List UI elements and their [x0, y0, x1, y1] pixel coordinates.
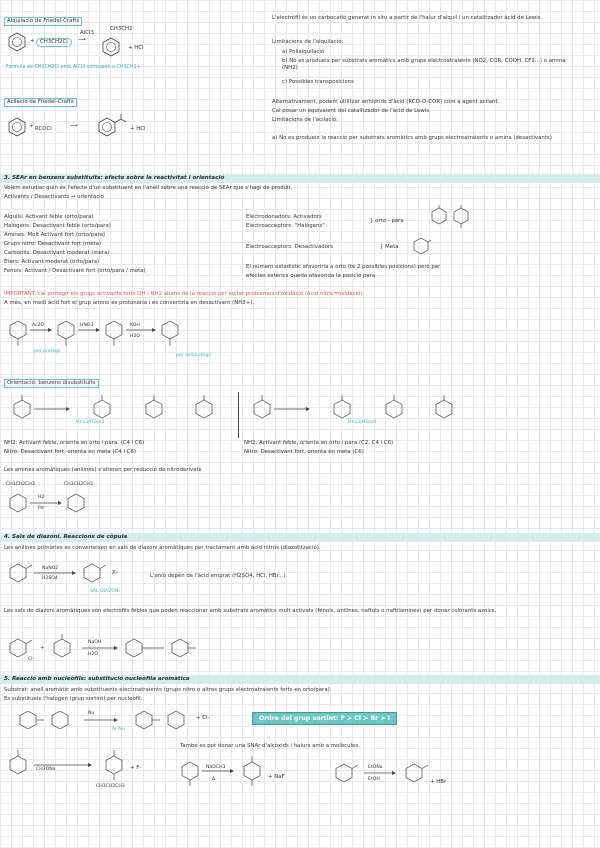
- coupling-reagent-bottom: H2O: [88, 652, 98, 657]
- arrow-label-right: Hno3/H2so4: [348, 420, 377, 425]
- acylation-title: Acilació de Friedel-Crafts: [4, 98, 77, 107]
- reduction-reagent-2: Pd: [38, 506, 44, 511]
- deactivators-label: Electroacceptors: Desactivadors: [246, 244, 334, 250]
- meta-label: } Meta: [380, 244, 399, 250]
- alkylation-title: Alquilació de Friedel-Crafts: [4, 17, 82, 26]
- snar-lg-label: + Cl-: [196, 715, 210, 721]
- snar-byproduct-b: + NaF: [268, 774, 285, 780]
- mixed-label-left: NH2: Activant feble, orienta en orto i para. (C4 i C6): [4, 440, 145, 446]
- mixed-label-right-2: Nitro: Desactivant fort, orienta en meta (C6): [244, 449, 364, 455]
- orientation-title: Orientació: benzens disubstituïts: [4, 379, 99, 388]
- deprotect-label: per desprotegir: [176, 353, 212, 358]
- snar-nu-label: Nu: [88, 711, 95, 716]
- coupling-text: Les sals de diazoni aromàtiques són electròfils febles que poden reaccionar amb substrats aromàtics molt activats (fenols, anilines, naftols o naftilamines) per donar colorants azoics.: [4, 608, 497, 614]
- scheme-reagent-4: H2O: [130, 334, 140, 339]
- section-3-intro-2: Activants / Desactivants → orientació: [4, 194, 105, 200]
- mixed-label-left-2: Nitro: Desactivant fort, orienta en meta (C4 i C6): [4, 449, 136, 455]
- section-5-intro-2: Es substitueix l'halogen (grup sortint) per nucleòfil.: [4, 696, 143, 702]
- group-amine: Amines: Molt Activant fort (orto/para): [4, 232, 106, 238]
- diazotization-reagent-top: NaNO2: [42, 566, 59, 571]
- section-4-header: 4. Sals de diazoni. Reaccions de còpula: [0, 533, 600, 542]
- protect-label: per protegir: [34, 349, 62, 354]
- ortho-para-structure: [428, 205, 472, 229]
- scheme-reagent-2: HNO3: [80, 323, 94, 328]
- separator-line: [238, 392, 239, 438]
- reaction-arrow: ⟶: [78, 37, 86, 43]
- snar-byproduct-a: + F-: [130, 765, 142, 771]
- acylation-text-3: Limitacions de l'acilació:: [272, 117, 338, 123]
- scheme-reagent-3: KOH: [130, 323, 140, 328]
- snar-note-right: També es pot donar una SNAr d'alcòxids i halurs amb a molècules.: [180, 743, 360, 749]
- section-3-intro: Volem estudiar quin és l'efecte d'un substituent en l'anell sobre una reacció de SEAr que s'hagi de produir.: [4, 185, 292, 191]
- acylation-text-1: Alternativament, podem utilitzar anhídrids d'àcid (RCO-O-COR) com a agent acilant.: [272, 99, 500, 105]
- acylation-text-4: a) No es produeix la reacció per substrats aromàtics amb grups electroatraients o amina (desactivants): [272, 135, 552, 141]
- acyl-chloride: RCOCl: [35, 126, 52, 132]
- snar-reagent-b-bottom: Δ: [212, 777, 216, 782]
- important-note: IMPORTANT: cal protegir els grups activants forts OH i NH2 abans de la reacció per evitar problemes d'oxidació (àcid nítric=oxidació).: [4, 291, 365, 297]
- section-5-intro: Substrat: anell aromàtic amb substituents electroatraients (grups nitro o altres grups electroatraients forts en orto/para).: [4, 687, 332, 693]
- scheme-reagent-1: Ac2O: [32, 323, 45, 328]
- leaving-group-order-box: Ordre del grup sortint: F > Cl > Br > I: [252, 712, 397, 725]
- limitation-b: b) No es produeix per substrats aromàtics amb grups electroatraients (NO2, COR, COOH, CF3...) o amina (NH2): [282, 58, 566, 71]
- benzene-structure: [6, 116, 28, 138]
- alkylation-intro: L'electròfil és un carbocatió generat in situ a partir de l'halur d'alquil i un catalitzador àcid de Lewis.: [272, 15, 543, 21]
- coupling-reagent-top: NaOH: [88, 640, 102, 645]
- important-note-2: A més, en medi àcid fort el grup amino es protonaria i es convertiria en desactivant (NH3+).: [4, 300, 255, 306]
- group-nitro: Grups nitro: Desactivant fort (meta): [4, 241, 102, 247]
- byproduct-label: + HCl: [130, 126, 146, 132]
- arrow-label-left: Hno3/H2so4: [76, 420, 105, 425]
- snar-reagent-c-top: EtONa: [368, 765, 383, 770]
- statistical-note: El número estadístic afavoriria a orto (té 2 possibles posicions) però per: [246, 264, 441, 270]
- byproduct-label: + HCl: [128, 45, 144, 51]
- group-ether: Èters: Activant moderat (orto/para): [4, 259, 100, 265]
- group-alkyl: Alquils: Activant feble (orto/para): [4, 214, 94, 220]
- snar-reagent-a: CH3ONa: [36, 767, 56, 772]
- counter-ion: X-: [112, 570, 118, 576]
- product-label: CH3CH2: [110, 26, 133, 32]
- disubstituted-scheme-left: [4, 392, 230, 432]
- reduction-reagent-1: H2: [38, 495, 45, 500]
- section-4-intro: Les anilines primàries es converteixen en sals de diazoni aromàtiques per tractament amb àcid nitrós (diazotització).: [4, 545, 321, 551]
- snar-byproduct-c: + HBr: [430, 779, 447, 785]
- plus-sign: +: [29, 123, 34, 129]
- coupling-cl-label: Cl-: [28, 657, 35, 662]
- reduction-product-label: CH3CH2CH3: [64, 482, 93, 487]
- steric-note: efectes estèrics queda afavorida la posició para: [246, 273, 376, 279]
- diazonium-caption: SAL DIAZONI: [90, 589, 120, 594]
- ethylbenzene-structure: [100, 36, 122, 58]
- orto-para-label: } orto - para: [370, 218, 404, 224]
- limitation-a: a) Polialquilació: [282, 49, 325, 55]
- limitation-c: c) Possibles transposicions: [282, 79, 354, 85]
- benzene-structure: [6, 31, 28, 53]
- catalyst-label: AlCl3: [80, 30, 94, 36]
- plus-sign: +: [30, 38, 35, 44]
- disubstituted-scheme-right: [244, 392, 470, 432]
- diazotization-scheme: [4, 558, 124, 590]
- snar-teal-note: Ar-Nu: [112, 727, 125, 732]
- group-phenol: Fenols: Activant / Desactivant fort (orto/para / meta): [4, 268, 146, 274]
- reduction-start-label: CH3CH2CH3: [6, 482, 35, 487]
- snar-product-a-label: CH3CH2CH3: [96, 784, 125, 789]
- section-3-header: 3. SEAr en benzens substituïts: efecte sobre la reactivitat i orientació: [0, 174, 600, 183]
- alkyl-halide: CH3CH2Cl: [36, 38, 72, 47]
- acid-note: L'anió depèn de l'àcid emprat (H2SO4, HCl, HBr...): [150, 573, 286, 579]
- mixed-label-right: NH2: Activant feble, orienta en orto i para (C2, C4 i C6): [244, 440, 394, 446]
- snar-example-c: [330, 756, 470, 792]
- acylation-text-2: Cal posar un equivalent del catalitzador de l'àcid de Lewis.: [272, 108, 431, 114]
- group-halogen: Halògens: Desactivant feble (orto/para): [4, 223, 111, 229]
- halogens-label: Electroacceptors: "Halògens": [246, 223, 325, 229]
- snar-reagent-c-bottom: EtOH: [368, 777, 380, 782]
- coupling-plus: +: [40, 645, 45, 651]
- ketone-structure: [96, 114, 128, 140]
- snar-reagent-b-top: NaOCH3: [206, 765, 226, 770]
- reduction-scheme: [4, 488, 94, 522]
- activators-label: Electrodonadors: Activadors: [246, 214, 322, 220]
- reaction-arrow: ⟶: [70, 123, 78, 129]
- anilines-note: Les amines aromàtiques (anilines) s'alteren per reducció de nitroderivats: [4, 467, 202, 473]
- alkylation-caption: Fórmula de CH3CH2Cl amb AlCl3 correspon a CH3CH2+: [6, 65, 141, 70]
- group-carbonyl: Carbonils: Desactivant moderat (meta): [4, 250, 110, 256]
- limitations-title: Limitacions de l'alquilació:: [272, 39, 344, 45]
- section-5-header: 5. Reacció amb nucleòfils: substitució nucleòfila aromàtica: [0, 675, 600, 684]
- meta-structure: [410, 236, 432, 256]
- diazotization-reagent-bottom: H2SO4: [42, 576, 58, 581]
